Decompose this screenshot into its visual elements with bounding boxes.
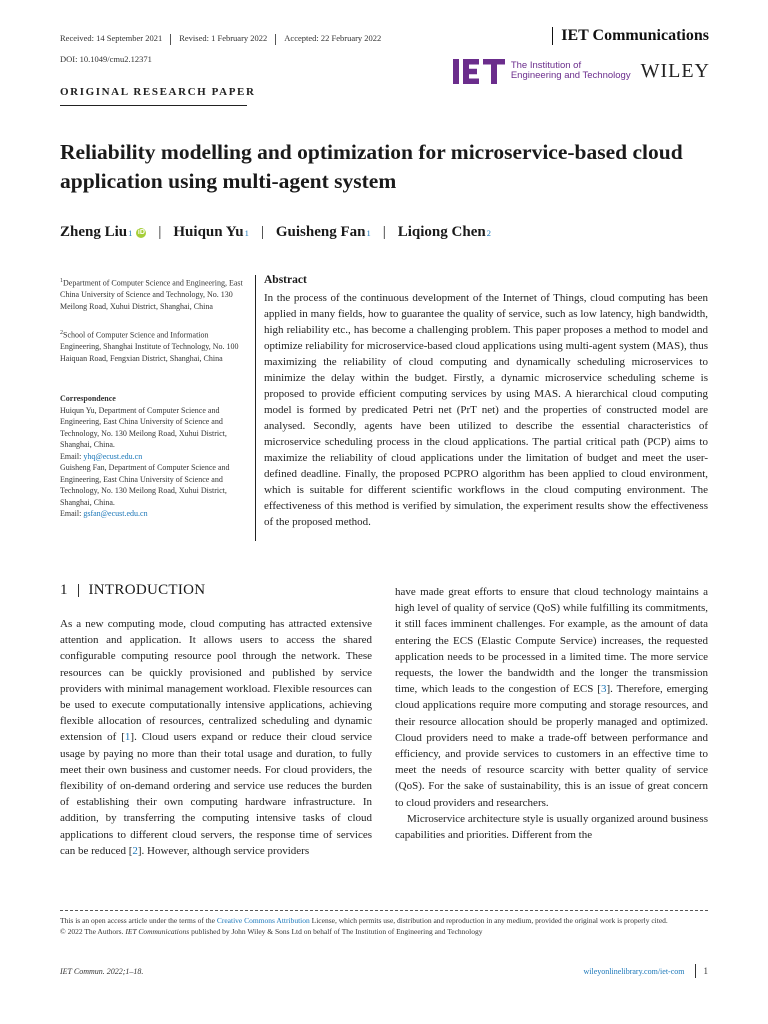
received-date: Received: 14 September 2021	[60, 33, 163, 43]
dates-row	[60, 33, 381, 45]
correspondence	[60, 393, 246, 520]
author-name[interactable]: Guisheng Fan	[275, 224, 366, 240]
author-list	[60, 224, 491, 241]
correspondence-heading: Correspondence	[60, 394, 116, 403]
iet-logo-icon	[453, 59, 505, 84]
copyright-text: © 2022 The Authors. IET Communications published by John Wiley & Sons Ltd on behalf of The Institution of Engineering and Technology	[60, 927, 483, 936]
correspondence-email-1: Email: yhq@ecust.edu.cn	[60, 451, 143, 461]
paper-type-underline	[60, 105, 247, 106]
divider: |	[382, 224, 386, 240]
paragraph: have made great efforts to ensure that cloud technology maintains a high level of quality of service (QoS) while fulfilling its commitments, it still faces imminent challenges. For example, as the amount of data entering the ECS (Elastic Compute Service) increases, the requested application needs to be processed in a limited time. The more service requests, the lower the bandwidth and the longer the transmission time, which leads to the congestion of ECS [3]. Therefore, emerging cloud applications require more computing and storage resources, and their resource allocation should be properly managed and optimized. Cloud providers need to make a trade-off between performance and efficiency, and provide services to customers in an effective time to meet the needs of resource scarcity with better quality of service (QoS). For the sake of sustainability, this is an issue of great concern to cloud providers and researchers.	[395, 586, 708, 809]
divider	[695, 964, 696, 978]
author-name[interactable]: Zheng Liu	[60, 224, 128, 240]
license-text: This is an open access article under the terms of the Creative Commons Attribution License, which permits use, distribution and reproduction in any medium, provided the original work is properly cited.	[60, 916, 668, 925]
abstract-heading: Abstract	[264, 274, 307, 286]
iet-institution-name: The Institution of Engineering and Technology	[510, 60, 631, 81]
body-column-right	[395, 584, 708, 843]
affiliation-marker: 2	[486, 227, 491, 238]
orcid-icon[interactable]: iD	[137, 228, 145, 236]
page-footer-right	[583, 964, 708, 978]
affiliation-marker: 1	[128, 227, 133, 238]
page-number: 1	[703, 966, 708, 976]
divider	[552, 27, 554, 45]
journal-name[interactable]	[552, 27, 709, 45]
divider	[275, 34, 276, 45]
affiliation-1: $^1$Department of Computer Science and Engineering, East China University of Science and Technology, No. 130 Meilong Road, Xuhui District, Shanghai, China	[60, 278, 243, 311]
divider: |	[260, 224, 264, 240]
paper-title: Reliability modelling and optimization for microservice-based cloud application using multi-agent system	[60, 140, 683, 193]
affiliation-2: $^2$School of Computer Science and Information Engineering, Shanghai Institute of Technology, No. 100 Haiquan Road, Fengxian District, Shanghai, China	[60, 330, 239, 363]
abstract-text: In the process of the continuous development of the Internet of Things, cloud computing has been applied in many fields, how to guarantee the quality of service, such as low latency, high bandwidth, high reliability etc., has become a challenging problem. This paper proposes a method to model and optimize reliability for microservice-based cloud applications using multi-agent system (MAS), thus maximizing the reliability of cloud computing and dynamically scheduling microservices to minimize the delay within the budget. Firstly, a dynamic microservice scheduling scheme is proposed to provide efficient computing services by using MAS. A hierarchical cloud computing model is formed by predicated Petri net (PrT net) and the properties of constructed model are analysed. Secondly, agents have been utilized to describe the essential characteristics of microservice scheduling process in the cloud applications. The partial critical path (PCP) aims to maximize the reliability of cloud applications under the limitation of budget and meet the user-defined deadline. Finally, the proposed PCPRO algorithm has been applied to cloud environment, which is suitable for different scientific workflows in the cloud computing environment. The effectiveness of this method is verified by simulation, the experiment results show the effectiveness of the proposed method.	[264, 292, 708, 528]
doi[interactable]: DOI: 10.1049/cmu2.12371	[60, 54, 152, 64]
section-number: 1	[60, 582, 68, 598]
paragraph: As a new computing mode, cloud computing has attracted extensive attention and application. It allows users to access the shared configurable computing resource pool through the network. These resources can be quickly provisioned and published by service providers with minimal management workload. Flexible resources can be used to execute computationally intensive applications, achieving flexible allocation of resources, centralized scheduling and dynamic extension of [1]. Cloud users expand or reduce their cloud service usage by paying no more than their total usage and duration, to fully meet their own business and customer needs. For cloud providers, the flexibility of on-demand ordering and service use reduces the burden of establishing their own computing hardware infrastructure. In addition, by transferring the computing intensive tasks of cloud applications to different cloud servers, the response time of services can be reduced [2]. However, although service providers	[60, 618, 372, 857]
email-link[interactable]: gsfan@ecust.edu.cn	[83, 509, 148, 518]
paper-type: ORIGINAL RESEARCH PAPER	[60, 86, 256, 98]
license-footnote	[60, 915, 708, 937]
author-name[interactable]: Liqiong Chen	[397, 224, 486, 240]
wiley-logo: WILEY	[640, 59, 710, 82]
body-column-left	[60, 616, 372, 859]
affiliation-marker: 1	[366, 227, 371, 238]
publisher-logos	[453, 58, 710, 84]
correspondence-author-1: Huiqun Yu, Department of Computer Science and Engineering, East China University of Science and Technology, No. 130 Meilong Road, Xuhui District, Shanghai, China.	[60, 405, 227, 449]
paragraph: Microservice architecture style is usually organized around business capabilities and priorities. Different from the	[395, 812, 708, 842]
citation-link[interactable]: 2	[132, 844, 138, 857]
section-title: INTRODUCTION	[88, 582, 206, 598]
author-name[interactable]: Huiqun Yu	[173, 224, 244, 240]
divider	[170, 34, 171, 45]
abstract-rule	[255, 275, 256, 541]
affiliation-marker: 1	[244, 227, 249, 238]
footnote-rule	[60, 910, 708, 911]
journal-url[interactable]: wileyonlinelibrary.com/iet-com	[583, 966, 685, 976]
citation-link[interactable]: 3	[600, 683, 607, 696]
divider: |	[158, 224, 162, 240]
correspondence-author-2: Guisheng Fan, Department of Computer Science and Engineering, East China University of Science and Technology, No. 130 Meilong Road, Xuhui District, Shanghai, China.	[60, 463, 230, 507]
correspondence-email-2: Email: gsfan@ecust.edu.cn	[60, 509, 148, 518]
revised-date: Revised: 1 February 2022	[179, 33, 268, 43]
citation-link[interactable]: 1	[124, 731, 131, 744]
section-heading	[60, 582, 205, 599]
accepted-date: Accepted: 22 February 2022	[284, 33, 382, 43]
email-link[interactable]: yhq@ecust.edu.cn	[83, 451, 143, 461]
license-link[interactable]: Creative Commons Attribution	[216, 916, 310, 925]
divider	[78, 584, 79, 597]
journal-title: IET Communications	[561, 27, 709, 44]
citation-footer: IET Commun. 2022;1–18.	[60, 967, 144, 976]
